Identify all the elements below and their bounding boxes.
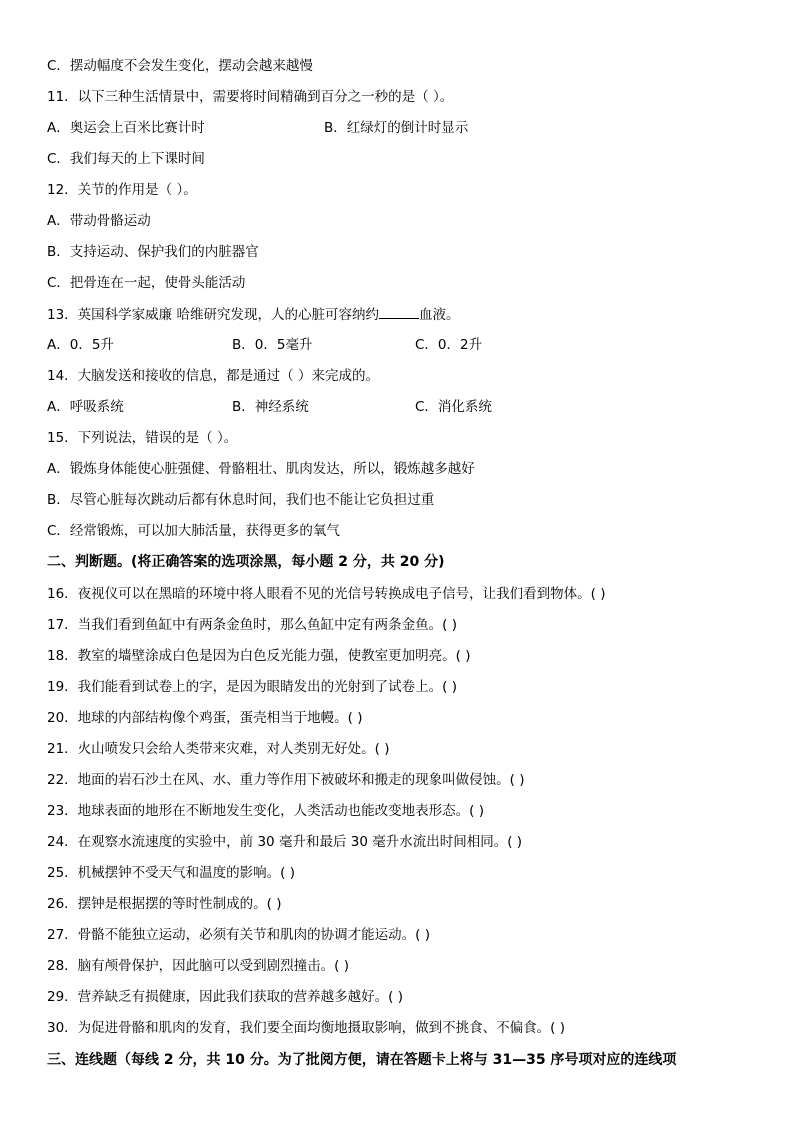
option-15b: B．尽管心脏每次跳动后都有休息时间，我们也不能让它负担过重: [47, 492, 435, 508]
question-25: 25．机械摆钟不受天气和温度的影响。( ): [47, 865, 296, 881]
option-10c: C．摆动幅度不会发生变化，摆动会越来越慢: [47, 58, 313, 74]
option-14b: B．神经系统: [232, 399, 309, 415]
option-14c: C．消化系统: [415, 399, 492, 415]
question-11: 11．以下三种生活情景中，需要将时间精确到百分之一秒的是（ ）。: [47, 89, 454, 105]
question-21: 21．火山喷发只会给人类带来灾难，对人类别无好处。( ): [47, 741, 390, 757]
question-15: 15．下列说法，错误的是（ ）。: [47, 430, 238, 446]
question-30: 30．为促进骨骼和肌肉的发育，我们要全面均衡地摄取影响，做到不挑食、不偏食。( ): [47, 1020, 566, 1036]
option-11b: B．红绿灯的倒计时显示: [324, 120, 469, 136]
section-3-heading: 三、连线题（每线 2 分，共 10 分。为了批阅方便，请在答题卡上将与 31—35 序号项对应的连线项: [47, 1052, 677, 1068]
question-18: 18．教室的墙壁涂成白色是因为白色反光能力强，使教室更加明亮。( ): [47, 648, 471, 664]
option-11a: A．奥运会上百米比赛计时: [47, 120, 205, 136]
option-13c: C．0．2升: [415, 337, 483, 353]
option-15a: A．锻炼身体能使心脏强健、骨骼粗壮、肌肉发达，所以，锻炼越多越好: [47, 461, 475, 477]
question-27: 27．骨骼不能独立运动，必须有关节和肌肉的协调才能运动。( ): [47, 927, 431, 943]
question-22: 22．地面的岩石沙土在风、水、重力等作用下被破坏和搬走的现象叫做侵蚀。( ): [47, 772, 525, 788]
question-19: 19．我们能看到试卷上的字，是因为眼睛发出的光射到了试卷上。( ): [47, 679, 458, 695]
question-13: [47, 304, 764, 325]
question-13-text: 13．英国科学家威廉 哈维研究发现，人的心脏可容纳约: [47, 307, 379, 323]
question-28: 28．脑有颅骨保护，因此脑可以受到剧烈撞击。( ): [47, 958, 350, 974]
question-24: 24．在观察水流速度的实验中，前 30 毫升和最后 30 毫升水流出时间相同。( ): [47, 834, 523, 850]
question-16: 16．夜视仪可以在黑暗的环境中将人眼看不见的光信号转换成电子信号，让我们看到物体。( ): [47, 586, 606, 602]
section-2-heading: 二、判断题。(将正确答案的选项涂黑，每小题 2 分，共 20 分): [47, 554, 445, 570]
option-12b: B．支持运动、保护我们的内脏器官: [47, 244, 259, 260]
question-17: 17．当我们看到鱼缸中有两条金鱼时，那么鱼缸中定有两条金鱼。( ): [47, 617, 458, 633]
question-14: 14．大脑发送和接收的信息，都是通过（ ）来完成的。: [47, 368, 379, 384]
option-14a: A．呼吸系统: [47, 399, 124, 415]
question-13-suffix: 血液。: [418, 307, 460, 323]
answer-blank: [379, 304, 419, 319]
question-12: 12．关节的作用是（ ）。: [47, 182, 197, 198]
option-12a: A．带动骨骼运动: [47, 213, 151, 229]
question-23: 23．地球表面的地形在不断地发生变化，人类活动也能改变地表形态。( ): [47, 803, 485, 819]
option-13b: B．0．5毫升: [232, 337, 313, 353]
option-12c: C．把骨连在一起，使骨头能活动: [47, 275, 246, 291]
question-20: 20．地球的内部结构像个鸡蛋，蛋壳相当于地幔。( ): [47, 710, 363, 726]
question-29: 29．营养缺乏有损健康，因此我们获取的营养越多越好。( ): [47, 989, 404, 1005]
option-11c: C．我们每天的上下课时间: [47, 151, 205, 167]
question-26: 26．摆钟是根据摆的等时性制成的。( ): [47, 896, 282, 912]
option-13a: A．0．5升: [47, 337, 114, 353]
option-15c: C．经常锻炼，可以加大肺活量，获得更多的氧气: [47, 523, 340, 539]
